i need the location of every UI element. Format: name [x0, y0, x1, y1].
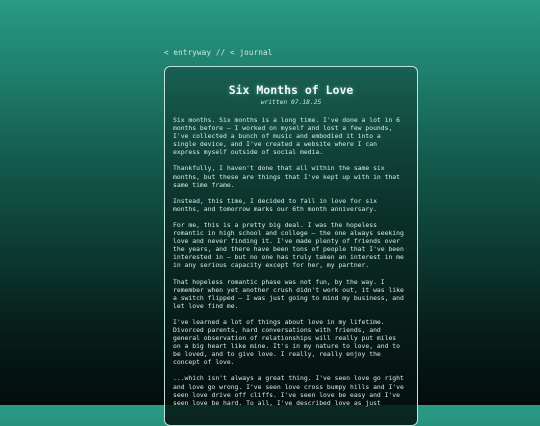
breadcrumb-journal-link[interactable]: < journal: [230, 48, 273, 57]
journal-entry-card: [164, 66, 418, 426]
breadcrumb: [164, 48, 272, 57]
post-date: written 07.18.25: [260, 99, 322, 106]
breadcrumb-entryway-link[interactable]: < entryway //: [164, 48, 226, 57]
post-paragraph: ...which isn't always a great thing. I've seen love go right and love go wrong. I've seen love cross bumpy hills and I've seen love drive off cliffs. I've seen love be easy and I've seen love be hard. To all, I've described love as just: [173, 374, 404, 407]
post-paragraph: Thankfully, I haven't done that all within the same six months, but these are things that I've kept up with in that same time frame.: [173, 164, 401, 189]
post-paragraph: That hopeless romantic phase was not fun, by the way. I remember when yet another crush didn't work out, it was like a switch flipped – I was just going to mind my business, and let love find me.: [173, 277, 404, 310]
post-title: Six Months of Love: [228, 83, 354, 97]
post-paragraph: Six months. Six months is a long time. I've done a lot in 6 months before – I worked on myself and lost a few pounds, I've collected a bunch of music and embodied it into a single device, and I've created a website where I can express myself outside of social media.: [173, 116, 401, 157]
post-paragraph: I've learned a lot of things about love in my lifetime. Divorced parents, hard conversations with friends, and general observation of relationships will really put miles on a big heart like mine. It's in my nature to love, and to be loved, and to give love. I really, really enjoy the concept of love.: [173, 317, 401, 367]
post-paragraph: For me, this is a pretty big deal. I was the hopeless romantic in high school and college – the one always seeking love and never finding it. I've made plenty of friends over the years, and there have been tons of people that I've been interested in – but no one has truly taken an interest in me in any serious capacity except for her, my partner.: [173, 220, 404, 270]
post-body: [165, 116, 417, 407]
post-paragraph: Instead, this time, I decided to fall in love for six months, and tomorrow marks our 6th month anniversary.: [173, 196, 377, 213]
